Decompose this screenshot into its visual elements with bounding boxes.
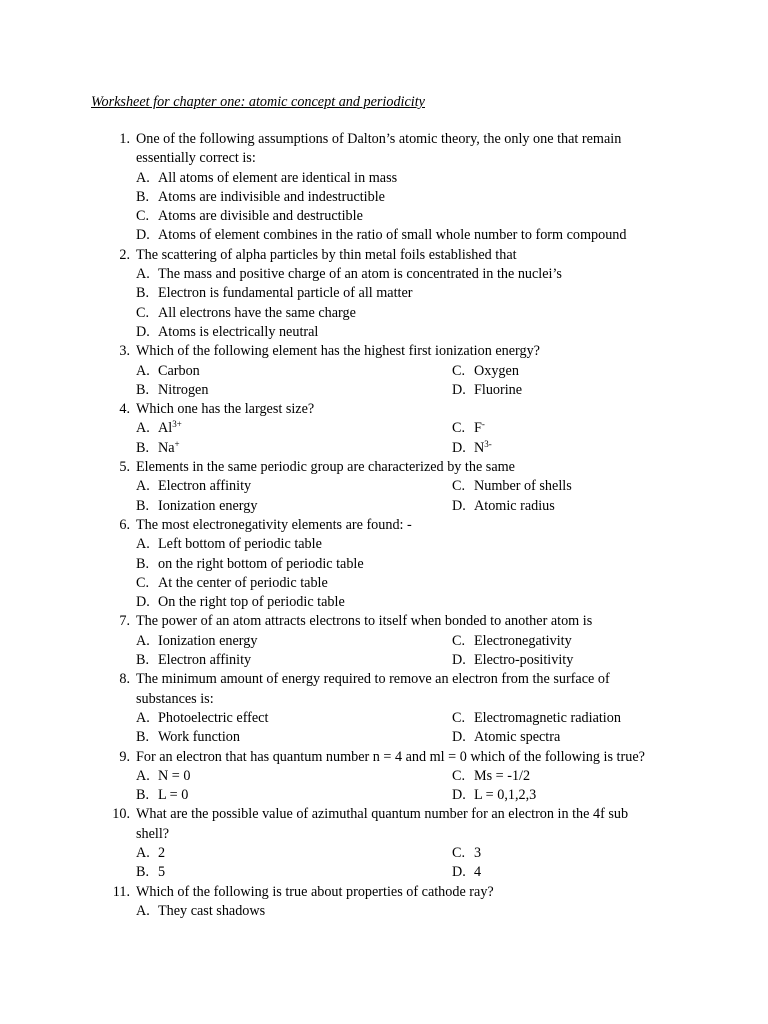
question-line <box>0 149 768 168</box>
answer-option <box>136 767 190 786</box>
option-text: L = 0 <box>158 787 189 804</box>
question-line <box>0 670 768 689</box>
option-letter: A. <box>136 767 150 784</box>
option-text: Atoms is electrically neutral <box>158 323 319 340</box>
option-row <box>0 632 768 651</box>
option-row <box>0 188 768 207</box>
option-row <box>0 497 768 516</box>
answer-option <box>136 786 188 805</box>
answer-option <box>452 439 492 458</box>
option-text: On the right top of periodic table <box>158 594 345 611</box>
option-letter: C. <box>452 478 466 495</box>
question-line <box>0 342 768 361</box>
answer-option <box>136 535 322 554</box>
question-number: 4. <box>119 401 130 418</box>
option-text: Electro-positivity <box>474 652 574 669</box>
answer-option <box>136 284 412 303</box>
option-row <box>0 381 768 400</box>
option-letter: A. <box>136 632 150 649</box>
option-letter: A. <box>136 478 150 495</box>
option-row <box>0 535 768 554</box>
question-text: Which of the following element has the highest first ionization energy? <box>136 343 540 360</box>
question-text: substances is: <box>136 690 214 707</box>
option-letter: C. <box>452 632 466 649</box>
option-letter: B. <box>136 652 150 669</box>
option-row <box>0 362 768 381</box>
option-row <box>0 304 768 323</box>
option-text: Atoms are divisible and destructible <box>158 208 363 225</box>
option-row <box>0 844 768 863</box>
option-letter: B. <box>136 555 150 572</box>
answer-option <box>136 188 385 207</box>
answer-option <box>136 497 257 516</box>
option-text: Electron is fundamental particle of all matter <box>158 285 413 302</box>
option-text: 3 <box>474 844 482 861</box>
option-row <box>0 593 768 612</box>
option-text: Electromagnetic radiation <box>474 709 621 726</box>
answer-option <box>452 651 573 670</box>
option-letter: B. <box>136 497 150 514</box>
question-line <box>0 612 768 631</box>
question-number: 10. <box>112 806 130 823</box>
answer-option <box>452 863 481 882</box>
option-text: Atoms of element combines in the ratio of small whole number to form compound <box>158 227 627 244</box>
option-text: Ionization energy <box>158 497 258 514</box>
option-text: on the right bottom of periodic table <box>158 555 364 572</box>
option-letter: D. <box>136 594 150 611</box>
question-text: The minimum amount of energy required to remove an electron from the surface of <box>136 671 610 688</box>
option-row <box>0 574 768 593</box>
answer-option <box>136 844 165 863</box>
option-letter: A. <box>136 902 150 919</box>
option-letter: D. <box>452 652 466 669</box>
answer-option <box>136 902 265 921</box>
answer-option <box>452 728 560 747</box>
question-number: 7. <box>119 613 130 630</box>
option-text: Ms = -1/2 <box>474 767 531 784</box>
option-letter: B. <box>136 439 150 456</box>
question-line <box>0 690 768 709</box>
option-text: 4 <box>474 864 482 881</box>
question-number: 5. <box>119 459 130 476</box>
question-text: essentially correct is: <box>136 150 256 167</box>
option-letter: A. <box>136 536 150 553</box>
option-row <box>0 555 768 574</box>
option-row <box>0 477 768 496</box>
option-text: Fluorine <box>474 381 523 398</box>
option-text: All electrons have the same charge <box>158 304 356 321</box>
option-letter: C. <box>452 844 466 861</box>
question-number: 9. <box>119 748 130 765</box>
option-text: 2 <box>158 844 166 861</box>
option-row <box>0 728 768 747</box>
option-row <box>0 439 768 458</box>
answer-option <box>136 439 180 458</box>
answer-option <box>452 632 572 651</box>
answer-option <box>452 477 572 496</box>
question-line <box>0 805 768 824</box>
question-line <box>0 400 768 419</box>
option-text: Carbon <box>158 362 200 379</box>
option-letter: C. <box>452 767 466 784</box>
question-number: 1. <box>119 131 130 147</box>
question-number: 11. <box>112 883 130 900</box>
answer-option <box>136 226 627 245</box>
question-number: 2. <box>119 246 130 263</box>
question-line <box>0 748 768 767</box>
worksheet-title: Worksheet for chapter one: atomic concept and periodicity <box>91 94 425 110</box>
option-text: At the center of periodic table <box>158 574 328 591</box>
option-letter: B. <box>136 787 150 804</box>
answer-option <box>136 477 251 496</box>
option-text: Electron affinity <box>158 478 252 495</box>
answer-option <box>136 265 562 284</box>
answer-option <box>136 593 345 612</box>
question-line <box>0 825 768 844</box>
answer-option <box>136 323 318 342</box>
question-list <box>0 130 768 921</box>
answer-option <box>136 632 257 651</box>
option-text: Electronegativity <box>474 632 572 649</box>
option-letter: C. <box>452 362 466 379</box>
option-letter: D. <box>452 439 466 456</box>
option-row <box>0 323 768 342</box>
question-text: The power of an atom attracts electrons to itself when bonded to another atom is <box>136 613 593 630</box>
option-row <box>0 419 768 438</box>
answer-option <box>136 555 364 574</box>
option-row <box>0 902 768 921</box>
option-letter: B. <box>136 729 150 746</box>
option-text: They cast shadows <box>158 902 266 919</box>
option-text: The mass and positive charge of an atom is concentrated in the nuclei’s <box>158 266 562 283</box>
option-text: Atomic radius <box>474 497 555 514</box>
question-line <box>0 883 768 902</box>
answer-option <box>136 863 165 882</box>
option-letter: D. <box>136 323 150 340</box>
question-text: Which of the following is true about properties of cathode ray? <box>136 883 494 900</box>
question-text: The scattering of alpha particles by thin metal foils established that <box>136 246 517 263</box>
option-text: Ionization energy <box>158 632 258 649</box>
option-text: Electron affinity <box>158 652 252 669</box>
question-line <box>0 516 768 535</box>
option-text: Atoms are indivisible and indestructible <box>158 188 385 205</box>
option-text: 5 <box>158 864 166 881</box>
answer-option <box>452 767 530 786</box>
question-text: Which one has the largest size? <box>136 401 315 418</box>
question-line <box>0 246 768 265</box>
option-superscript: 3+ <box>172 419 182 430</box>
option-letter: A. <box>136 844 150 861</box>
option-text: Nitrogen <box>158 381 209 398</box>
option-text: L = 0,1,2,3 <box>474 787 537 804</box>
question-text: shell? <box>136 825 170 842</box>
option-text: Atomic spectra <box>474 729 561 746</box>
question-text: One of the following assumptions of Dalton’s atomic theory, the only one that remain <box>136 131 622 147</box>
option-row <box>0 651 768 670</box>
option-letter: B. <box>136 285 150 302</box>
option-row <box>0 786 768 805</box>
question-number: 3. <box>119 343 130 360</box>
option-row <box>0 207 768 226</box>
option-letter: D. <box>136 227 150 244</box>
question-line <box>0 130 768 149</box>
option-letter: A. <box>136 362 150 379</box>
option-letter: D. <box>452 787 466 804</box>
answer-option <box>452 844 481 863</box>
answer-option <box>136 381 208 400</box>
option-letter: D. <box>452 864 466 881</box>
answer-option <box>136 362 200 381</box>
option-letter: C. <box>136 574 150 591</box>
option-letter: A. <box>136 266 150 283</box>
option-letter: D. <box>452 381 466 398</box>
option-letter: B. <box>136 381 150 398</box>
answer-option <box>136 574 328 593</box>
question-text: For an electron that has quantum number n = 4 and ml = 0 which of the following is true? <box>136 748 645 765</box>
option-row <box>0 265 768 284</box>
option-text: $Al^{3+}$ <box>158 419 182 437</box>
option-row <box>0 709 768 728</box>
option-superscript: 3- <box>484 438 492 449</box>
option-text: Work function <box>158 729 240 746</box>
answer-option <box>452 709 621 728</box>
answer-option <box>136 169 397 188</box>
answer-option <box>452 497 555 516</box>
option-letter: C. <box>136 208 150 225</box>
question-text: Elements in the same periodic group are characterized by the same <box>136 459 515 476</box>
option-letter: D. <box>452 497 466 514</box>
option-text: Na+ <box>158 438 180 456</box>
answer-option <box>136 419 182 438</box>
answer-option <box>136 207 363 226</box>
option-letter: A. <box>136 420 150 437</box>
option-superscript: + <box>174 438 180 449</box>
option-letter: A. <box>136 169 150 186</box>
question-text: What are the possible value of azimuthal quantum number for an electron in the 4f sub <box>136 806 629 823</box>
option-text: Number of shells <box>474 478 572 495</box>
answer-option <box>452 786 536 805</box>
option-row <box>0 284 768 303</box>
option-text: F- <box>474 419 485 437</box>
answer-option <box>452 381 522 400</box>
option-letter: C. <box>452 420 466 437</box>
option-text: Left bottom of periodic table <box>158 536 322 553</box>
answer-option <box>136 651 251 670</box>
option-text: Photoelectric effect <box>158 709 269 726</box>
option-text: $N^{3-}$ <box>474 438 492 456</box>
option-row <box>0 863 768 882</box>
option-letter: A. <box>136 709 150 726</box>
answer-option <box>452 362 519 381</box>
option-letter: B. <box>136 864 150 881</box>
option-row <box>0 767 768 786</box>
answer-option <box>136 304 356 323</box>
question-text: The most electronegativity elements are found: - <box>136 516 412 533</box>
answer-option <box>136 728 240 747</box>
option-text: All atoms of element are identical in mass <box>158 169 398 186</box>
option-superscript: - <box>481 419 485 430</box>
question-number: 6. <box>119 516 130 533</box>
option-letter: C. <box>452 709 466 726</box>
answer-option <box>452 419 485 438</box>
option-text: Oxygen <box>474 362 519 379</box>
option-letter: D. <box>452 729 466 746</box>
option-text: N = 0 <box>158 767 191 784</box>
option-row <box>0 169 768 188</box>
question-number: 8. <box>119 671 130 688</box>
option-letter: B. <box>136 188 150 205</box>
answer-option <box>136 709 268 728</box>
option-letter: C. <box>136 304 150 321</box>
option-row <box>0 226 768 245</box>
question-line <box>0 458 768 477</box>
